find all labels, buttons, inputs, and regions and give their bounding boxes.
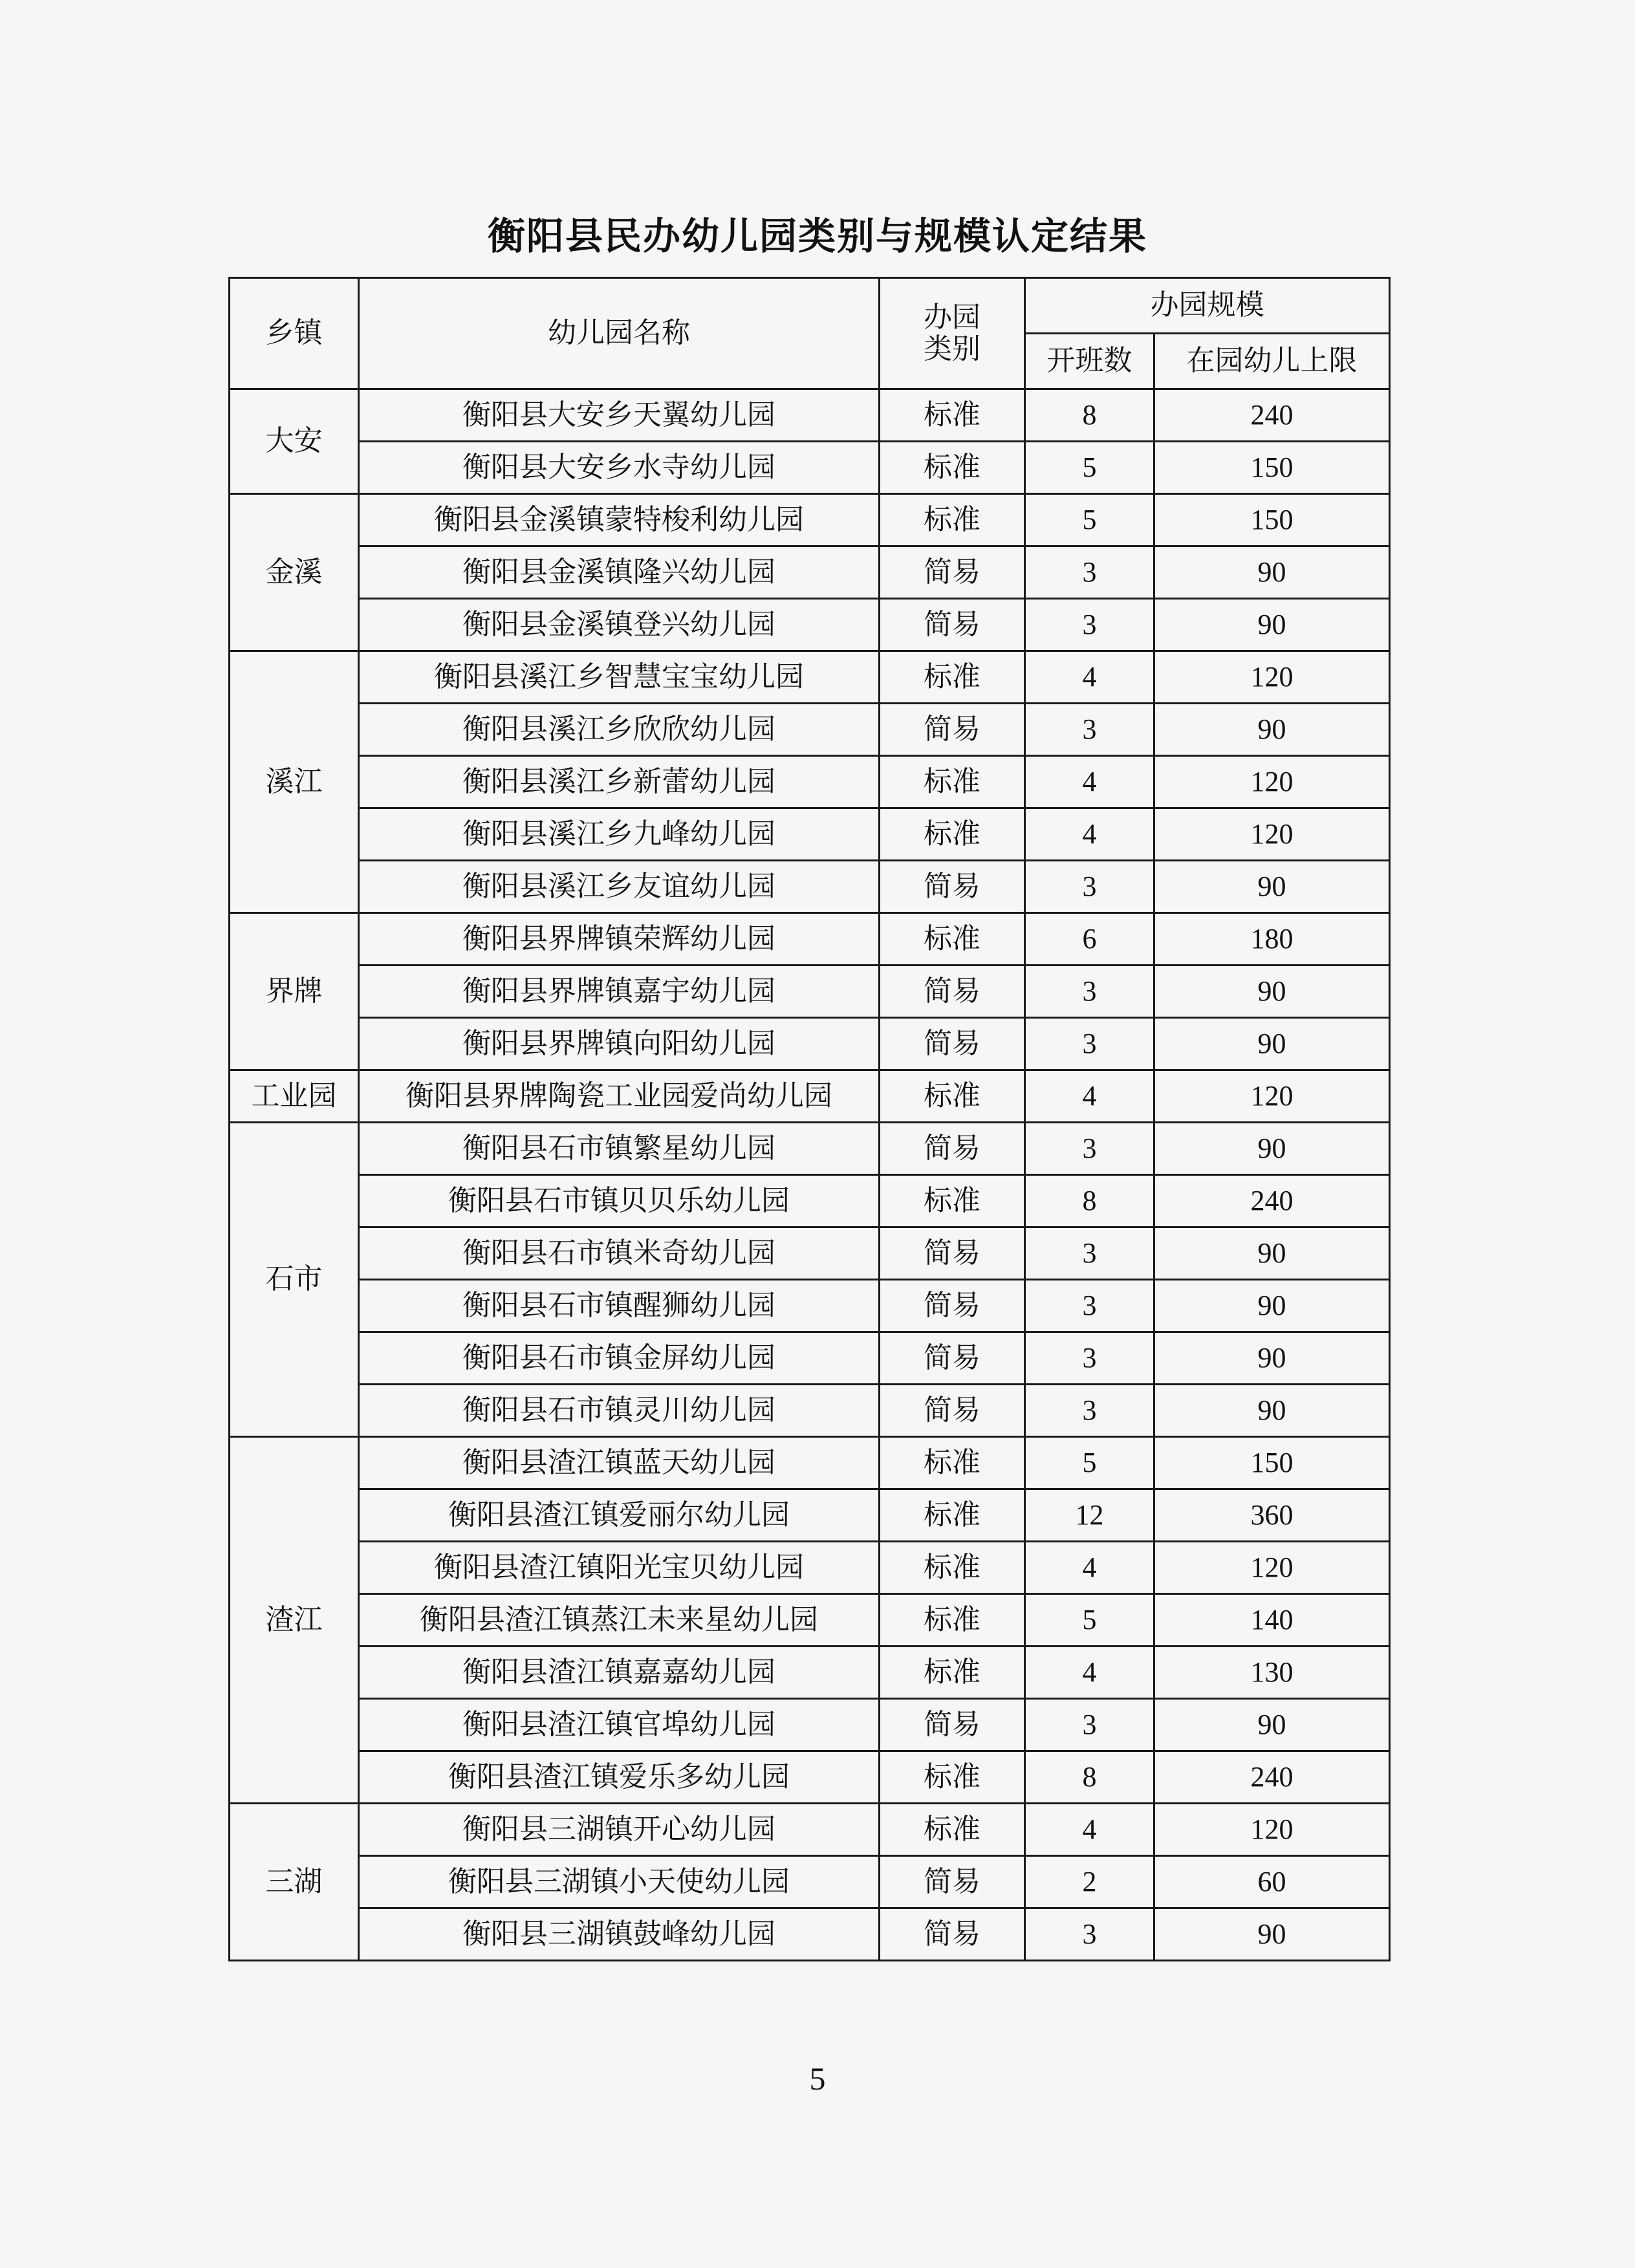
category-cell: 标准 — [880, 1542, 1025, 1594]
classes-cell: 6 — [1025, 913, 1154, 966]
table-row — [230, 546, 1390, 599]
page-title: 衡阳县民办幼儿园类别与规模认定结果 — [487, 214, 1147, 258]
classes-cell: 3 — [1025, 1018, 1154, 1070]
classes-cell: 3 — [1025, 1699, 1154, 1751]
kindergarten-name-cell: 衡阳县石市镇醒狮幼儿园 — [359, 1280, 880, 1332]
classes-cell: 3 — [1025, 704, 1154, 756]
table-row — [230, 1542, 1390, 1594]
township-cell: 界牌 — [230, 913, 359, 1070]
table-row — [230, 808, 1390, 861]
table-row — [230, 1751, 1390, 1804]
kindergarten-name-cell: 衡阳县金溪镇隆兴幼儿园 — [359, 546, 880, 599]
capacity-cell: 360 — [1154, 1489, 1390, 1542]
category-cell: 简易 — [880, 1280, 1025, 1332]
table-row — [230, 1647, 1390, 1699]
capacity-cell: 90 — [1154, 1385, 1390, 1437]
category-cell: 标准 — [880, 913, 1025, 966]
category-cell: 标准 — [880, 1437, 1025, 1489]
category-cell: 标准 — [880, 494, 1025, 546]
capacity-cell: 90 — [1154, 1699, 1390, 1751]
kindergarten-name-cell: 衡阳县渣江镇蓝天幼儿园 — [359, 1437, 880, 1489]
township-cell: 溪江 — [230, 651, 359, 913]
classes-cell: 4 — [1025, 651, 1154, 704]
category-cell: 标准 — [880, 808, 1025, 861]
results-table — [228, 277, 1391, 1961]
capacity-cell: 120 — [1154, 651, 1390, 704]
category-cell: 简易 — [880, 1856, 1025, 1908]
table-row — [230, 1018, 1390, 1070]
table-row — [230, 704, 1390, 756]
table-row — [230, 1070, 1390, 1123]
classes-cell: 5 — [1025, 1437, 1154, 1489]
kindergarten-name-cell: 衡阳县溪江乡友谊幼儿园 — [359, 861, 880, 913]
table-row — [230, 966, 1390, 1018]
kindergarten-name-cell: 衡阳县三湖镇开心幼儿园 — [359, 1804, 880, 1856]
category-cell: 标准 — [880, 442, 1025, 494]
category-cell: 标准 — [880, 1070, 1025, 1123]
kindergarten-name-cell: 衡阳县石市镇金屏幼儿园 — [359, 1332, 880, 1385]
table-row — [230, 861, 1390, 913]
classes-cell: 4 — [1025, 1804, 1154, 1856]
capacity-cell: 120 — [1154, 1070, 1390, 1123]
category-cell: 简易 — [880, 546, 1025, 599]
header-name: 幼儿园名称 — [359, 278, 880, 389]
table-row — [230, 599, 1390, 651]
kindergarten-name-cell: 衡阳县三湖镇小天使幼儿园 — [359, 1856, 880, 1908]
category-cell: 标准 — [880, 389, 1025, 442]
classes-cell: 3 — [1025, 1123, 1154, 1175]
capacity-cell: 150 — [1154, 1437, 1390, 1489]
capacity-cell: 60 — [1154, 1856, 1390, 1908]
kindergarten-name-cell: 衡阳县渣江镇嘉嘉幼儿园 — [359, 1647, 880, 1699]
kindergarten-name-cell: 衡阳县溪江乡智慧宝宝幼儿园 — [359, 651, 880, 704]
classes-cell: 3 — [1025, 1332, 1154, 1385]
category-cell: 简易 — [880, 704, 1025, 756]
township-cell: 金溪 — [230, 494, 359, 651]
table-row — [230, 1594, 1390, 1647]
capacity-cell: 130 — [1154, 1647, 1390, 1699]
classes-cell: 3 — [1025, 1227, 1154, 1280]
capacity-cell: 90 — [1154, 599, 1390, 651]
table-header — [230, 278, 1390, 389]
capacity-cell: 150 — [1154, 494, 1390, 546]
category-cell: 标准 — [880, 1804, 1025, 1856]
classes-cell: 2 — [1025, 1856, 1154, 1908]
capacity-cell: 240 — [1154, 389, 1390, 442]
kindergarten-name-cell: 衡阳县石市镇灵川幼儿园 — [359, 1385, 880, 1437]
classes-cell: 12 — [1025, 1489, 1154, 1542]
kindergarten-name-cell: 衡阳县大安乡天翼幼儿园 — [359, 389, 880, 442]
township-cell: 三湖 — [230, 1804, 359, 1961]
kindergarten-name-cell: 衡阳县溪江乡欣欣幼儿园 — [359, 704, 880, 756]
capacity-cell: 120 — [1154, 1542, 1390, 1594]
kindergarten-name-cell: 衡阳县三湖镇鼓峰幼儿园 — [359, 1908, 880, 1961]
capacity-cell: 90 — [1154, 1018, 1390, 1070]
capacity-cell: 90 — [1154, 1123, 1390, 1175]
kindergarten-name-cell: 衡阳县石市镇米奇幼儿园 — [359, 1227, 880, 1280]
kindergarten-name-cell: 衡阳县渣江镇阳光宝贝幼儿园 — [359, 1542, 880, 1594]
table-row — [230, 1699, 1390, 1751]
header-scale: 办园规模 — [1025, 278, 1390, 334]
category-cell: 标准 — [880, 1647, 1025, 1699]
township-cell: 石市 — [230, 1123, 359, 1437]
township-cell: 渣江 — [230, 1437, 359, 1804]
category-cell: 简易 — [880, 861, 1025, 913]
category-cell: 简易 — [880, 599, 1025, 651]
classes-cell: 3 — [1025, 966, 1154, 1018]
header-category-line1: 办园 — [924, 301, 980, 334]
kindergarten-name-cell: 衡阳县渣江镇爱丽尔幼儿园 — [359, 1489, 880, 1542]
page-number: 5 — [809, 2060, 826, 2097]
capacity-cell: 150 — [1154, 442, 1390, 494]
kindergarten-name-cell: 衡阳县界牌陶瓷工业园爱尚幼儿园 — [359, 1070, 880, 1123]
kindergarten-name-cell: 衡阳县溪江乡新蕾幼儿园 — [359, 756, 880, 808]
township-cell: 大安 — [230, 389, 359, 494]
kindergarten-name-cell: 衡阳县大安乡水寺幼儿园 — [359, 442, 880, 494]
capacity-cell: 90 — [1154, 546, 1390, 599]
capacity-cell: 120 — [1154, 808, 1390, 861]
category-cell: 简易 — [880, 1699, 1025, 1751]
capacity-cell: 120 — [1154, 756, 1390, 808]
table-row — [230, 1856, 1390, 1908]
category-cell: 标准 — [880, 651, 1025, 704]
kindergarten-name-cell: 衡阳县渣江镇官埠幼儿园 — [359, 1699, 880, 1751]
category-cell: 简易 — [880, 1018, 1025, 1070]
classes-cell: 3 — [1025, 599, 1154, 651]
township-cell: 工业园 — [230, 1070, 359, 1123]
header-classes: 开班数 — [1025, 334, 1154, 389]
category-cell: 标准 — [880, 1751, 1025, 1804]
table-row — [230, 1804, 1390, 1856]
kindergarten-name-cell: 衡阳县溪江乡九峰幼儿园 — [359, 808, 880, 861]
header-township: 乡镇 — [230, 278, 359, 389]
classes-cell: 5 — [1025, 494, 1154, 546]
classes-cell: 3 — [1025, 861, 1154, 913]
table-row — [230, 494, 1390, 546]
classes-cell: 3 — [1025, 1908, 1154, 1961]
capacity-cell: 90 — [1154, 1332, 1390, 1385]
capacity-cell: 90 — [1154, 966, 1390, 1018]
category-cell: 简易 — [880, 1123, 1025, 1175]
category-cell: 简易 — [880, 1385, 1025, 1437]
classes-cell: 5 — [1025, 442, 1154, 494]
capacity-cell: 90 — [1154, 861, 1390, 913]
classes-cell: 5 — [1025, 1594, 1154, 1647]
kindergarten-name-cell: 衡阳县界牌镇荣辉幼儿园 — [359, 913, 880, 966]
capacity-cell: 90 — [1154, 1227, 1390, 1280]
table-row — [230, 1489, 1390, 1542]
classes-cell: 4 — [1025, 1542, 1154, 1594]
capacity-cell: 180 — [1154, 913, 1390, 966]
kindergarten-name-cell: 衡阳县石市镇贝贝乐幼儿园 — [359, 1175, 880, 1227]
capacity-cell: 120 — [1154, 1804, 1390, 1856]
category-cell: 标准 — [880, 756, 1025, 808]
table-row — [230, 1227, 1390, 1280]
table-row — [230, 651, 1390, 704]
category-cell: 简易 — [880, 966, 1025, 1018]
classes-cell: 8 — [1025, 389, 1154, 442]
header-capacity: 在园幼儿上限 — [1154, 334, 1390, 389]
classes-cell: 4 — [1025, 1070, 1154, 1123]
table-row — [230, 1280, 1390, 1332]
kindergarten-name-cell: 衡阳县界牌镇嘉宇幼儿园 — [359, 966, 880, 1018]
table-row — [230, 1908, 1390, 1961]
category-cell: 简易 — [880, 1908, 1025, 1961]
capacity-cell: 90 — [1154, 704, 1390, 756]
category-cell: 标准 — [880, 1594, 1025, 1647]
category-cell: 标准 — [880, 1175, 1025, 1227]
kindergarten-name-cell: 衡阳县渣江镇蒸江未来星幼儿园 — [359, 1594, 880, 1647]
classes-cell: 8 — [1025, 1751, 1154, 1804]
kindergarten-name-cell: 衡阳县渣江镇爱乐多幼儿园 — [359, 1751, 880, 1804]
kindergarten-name-cell: 衡阳县金溪镇蒙特梭利幼儿园 — [359, 494, 880, 546]
table-row — [230, 1332, 1390, 1385]
table-row — [230, 389, 1390, 442]
table-row — [230, 1437, 1390, 1489]
classes-cell: 4 — [1025, 756, 1154, 808]
kindergarten-name-cell: 衡阳县金溪镇登兴幼儿园 — [359, 599, 880, 651]
capacity-cell: 240 — [1154, 1751, 1390, 1804]
capacity-cell: 240 — [1154, 1175, 1390, 1227]
kindergarten-name-cell: 衡阳县界牌镇向阳幼儿园 — [359, 1018, 880, 1070]
table-body — [230, 389, 1390, 1961]
header-category-line2: 类别 — [924, 332, 980, 365]
classes-cell: 4 — [1025, 1647, 1154, 1699]
category-cell: 简易 — [880, 1227, 1025, 1280]
category-cell: 标准 — [880, 1489, 1025, 1542]
classes-cell: 8 — [1025, 1175, 1154, 1227]
classes-cell: 3 — [1025, 1280, 1154, 1332]
header-category — [880, 278, 1025, 389]
table-row — [230, 756, 1390, 808]
capacity-cell: 90 — [1154, 1908, 1390, 1961]
classes-cell: 4 — [1025, 808, 1154, 861]
capacity-cell: 140 — [1154, 1594, 1390, 1647]
table-row — [230, 913, 1390, 966]
table-row — [230, 1385, 1390, 1437]
capacity-cell: 90 — [1154, 1280, 1390, 1332]
table-row — [230, 1123, 1390, 1175]
classes-cell: 3 — [1025, 1385, 1154, 1437]
category-cell: 简易 — [880, 1332, 1025, 1385]
table-row — [230, 442, 1390, 494]
kindergarten-name-cell: 衡阳县石市镇繁星幼儿园 — [359, 1123, 880, 1175]
table-row — [230, 1175, 1390, 1227]
classes-cell: 3 — [1025, 546, 1154, 599]
